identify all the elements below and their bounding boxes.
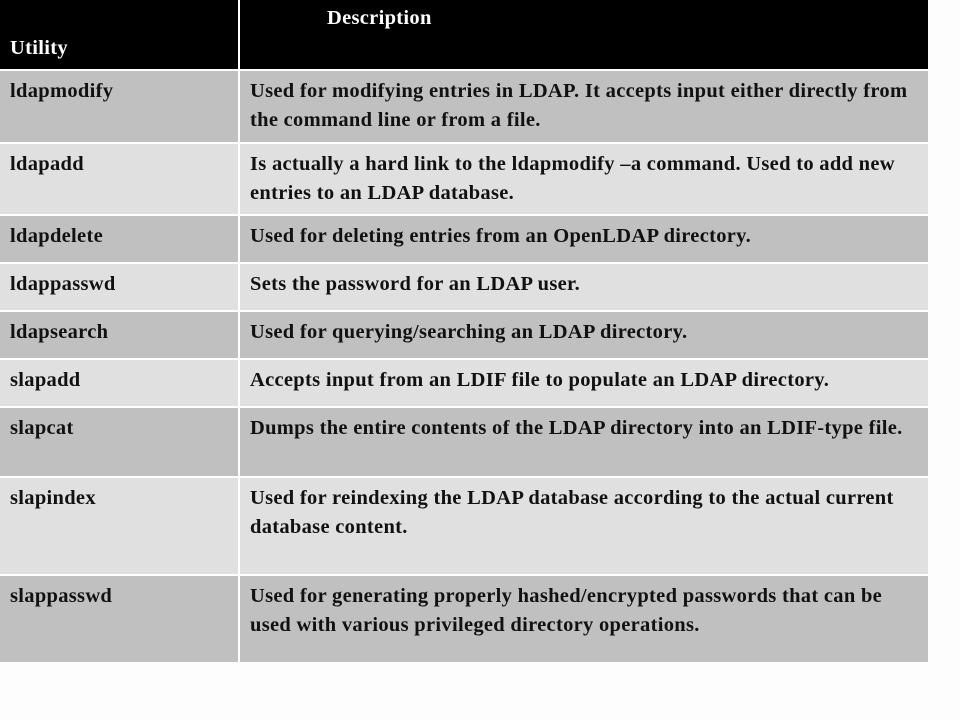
- header-cell-description: [240, 0, 928, 69]
- table-row: [0, 144, 928, 216]
- description-cell: Accepts input from an LDIF file to populate an LDAP directory.: [250, 369, 830, 391]
- utility-cell: slapadd: [0, 360, 240, 406]
- table-row: [0, 312, 928, 360]
- description-cell: Used for generating properly hashed/encrypted passwords that can be used with various privileged directory operations.: [250, 585, 883, 636]
- table-row: [0, 478, 928, 576]
- utility-cell: ldappasswd: [0, 264, 240, 310]
- table-row: [0, 576, 928, 662]
- description-cell: Sets the password for an LDAP user.: [250, 273, 580, 295]
- table-row: [0, 264, 928, 312]
- description-cell: Used for modifying entries in LDAP. It accepts input either directly from the command line or from a file.: [250, 80, 908, 131]
- description-cell: Used for deleting entries from an OpenLDAP directory.: [250, 225, 752, 247]
- utility-cell: ldapsearch: [0, 312, 240, 358]
- utility-cell: ldapmodify: [0, 71, 240, 142]
- description-cell: Used for querying/searching an LDAP directory.: [250, 321, 688, 343]
- utility-cell: slappasswd: [0, 576, 240, 662]
- header-description-label: Description: [327, 7, 432, 29]
- utility-cell: ldapdelete: [0, 216, 240, 262]
- table-row: [0, 408, 928, 478]
- table-header-row: [0, 0, 928, 71]
- utility-cell: slapcat: [0, 408, 240, 476]
- utility-cell: ldapadd: [0, 144, 240, 214]
- description-cell: Dumps the entire contents of the LDAP directory into an LDIF-type file.: [250, 417, 903, 439]
- table-row: [0, 360, 928, 408]
- description-cell: Used for reindexing the LDAP database according to the actual current database content.: [250, 487, 894, 538]
- utility-cell: slapindex: [0, 478, 240, 574]
- header-utility-label: Utility: [10, 37, 68, 59]
- header-cell-utility: [0, 0, 240, 69]
- table-row: [0, 216, 928, 264]
- description-cell: Is actually a hard link to the ldapmodify –a command. Used to add new entries to an LDAP database.: [250, 153, 895, 204]
- table-row: [0, 71, 928, 144]
